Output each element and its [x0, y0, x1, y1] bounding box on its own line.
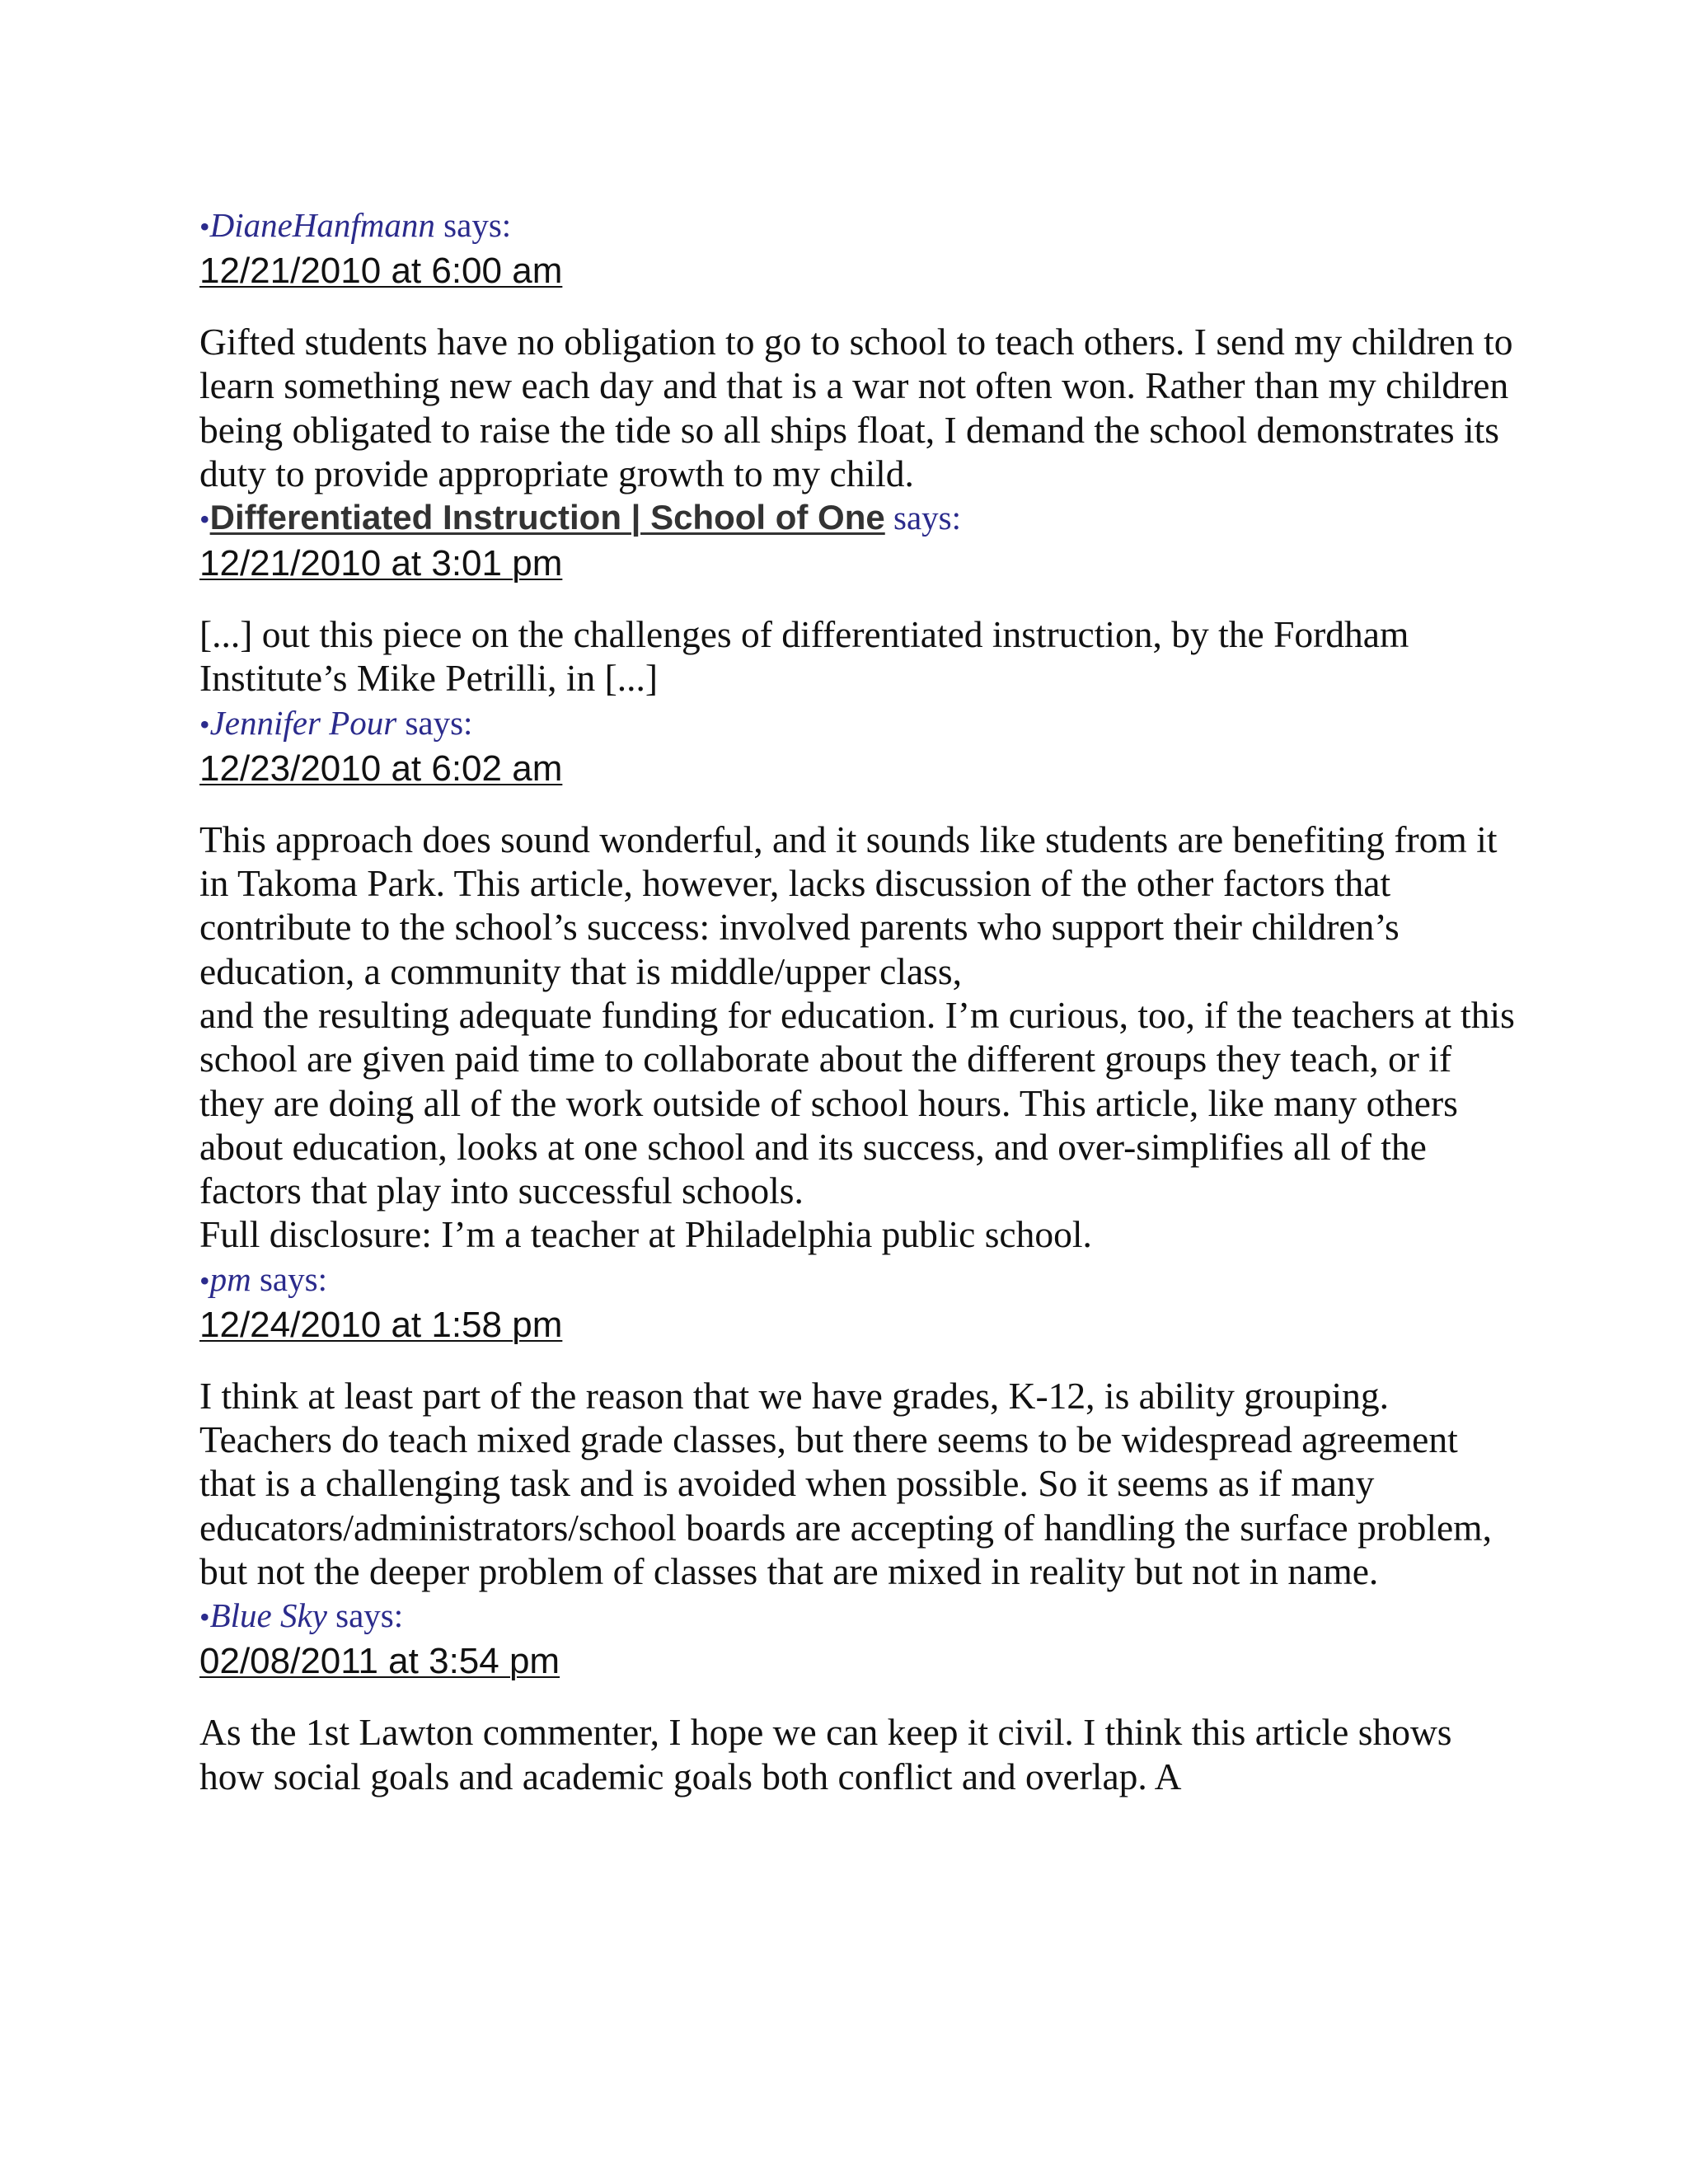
comment-paragraph: and the resulting adequate funding for education. I’m curious, too, if the teachers at this school are given paid time to collaborate about the different groups they teach, or if they are doing all of the work outside of school hours. This article, like many others about education, looks at one school and its success, and over-simplifies all of the factors that play into successful schools.	[199, 993, 1515, 1212]
comment	[199, 1257, 1518, 1593]
comment-body	[199, 612, 1518, 701]
bullet-icon: •	[199, 210, 210, 243]
comment-author: pm	[209, 1259, 251, 1298]
comment-author-link[interactable]: Differentiated Instruction | School of One	[209, 498, 885, 537]
says-label: says:	[326, 1596, 404, 1635]
comment-paragraph: As the 1st Lawton commenter, I hope we can keep it civil. I think this article shows how social goals and academic goals both conflict and overlap. A	[199, 1711, 1452, 1797]
says-label: says:	[251, 1259, 327, 1298]
bullet-icon: •	[199, 503, 210, 537]
comment	[199, 701, 1518, 1257]
bullet-icon: •	[199, 1263, 210, 1297]
comment-paragraph: Full disclosure: I’m a teacher at Philadelphia public school.	[199, 1213, 1092, 1256]
comment-paragraph: This approach does sound wonderful, and it sounds like students are benefiting from it in Takoma Park. This article, however, lacks discussion of the other factors that contribute to the school’s success: involved parents who support their children’s education, a community that is middle/upper class,	[199, 818, 1498, 992]
comment-author: Jennifer Pour	[209, 703, 397, 742]
comment-paragraph: I think at least part of the reason that we have grades, K-12, is ability grouping. Teachers do teach mixed grade classes, but there seems to be widespread agreement that is a challenging task and is avoided when possible. So it seems as if many educators/administrators/school boards are accepting of handling the surface problem, but not the deeper problem of classes that are mixed in reality but not in name.	[199, 1374, 1492, 1592]
comment-paragraph: Gifted students have no obligation to go to school to teach others. I send my children to learn something new each day and that is a war not often won. Rather than my children being obligated to raise the tide so all ships float, I demand the school demonstrates its duty to provide appropriate growth to my child.	[199, 321, 1513, 494]
comment-author: DianeHanfmann	[209, 206, 435, 244]
comment	[199, 203, 1518, 495]
comment-header	[199, 1257, 1518, 1303]
bullet-icon: •	[199, 1601, 210, 1634]
comment-header	[199, 1593, 1518, 1639]
comment-header	[199, 495, 1518, 541]
comment-body	[199, 818, 1518, 1257]
comment-header	[199, 701, 1518, 747]
comment-timestamp-link[interactable]: 02/08/2011 at 3:54 pm	[199, 1641, 560, 1682]
comment-body	[199, 320, 1518, 495]
comment-timestamp-link[interactable]: 12/21/2010 at 3:01 pm	[199, 543, 563, 584]
bullet-icon: •	[199, 707, 210, 741]
comment-paragraph: [...] out this piece on the challenges of differentiated instruction, by the Fordham Institute’s Mike Petrilli, in [...]	[199, 613, 1409, 700]
comment-timestamp-link[interactable]: 12/23/2010 at 6:02 am	[199, 748, 563, 789]
comment-list	[199, 203, 1518, 1798]
comment-timestamp-link[interactable]: 12/24/2010 at 1:58 pm	[199, 1304, 563, 1345]
comment-header	[199, 203, 1518, 249]
comment-body	[199, 1710, 1518, 1798]
comment-timestamp-link[interactable]: 12/21/2010 at 6:00 am	[199, 251, 563, 291]
comment	[199, 1593, 1518, 1798]
comment	[199, 495, 1518, 701]
comment-author: Blue Sky	[209, 1596, 327, 1635]
comment-body	[199, 1374, 1518, 1593]
says-label: says:	[434, 206, 512, 244]
says-label: says:	[884, 499, 961, 537]
says-label: says:	[396, 703, 473, 742]
